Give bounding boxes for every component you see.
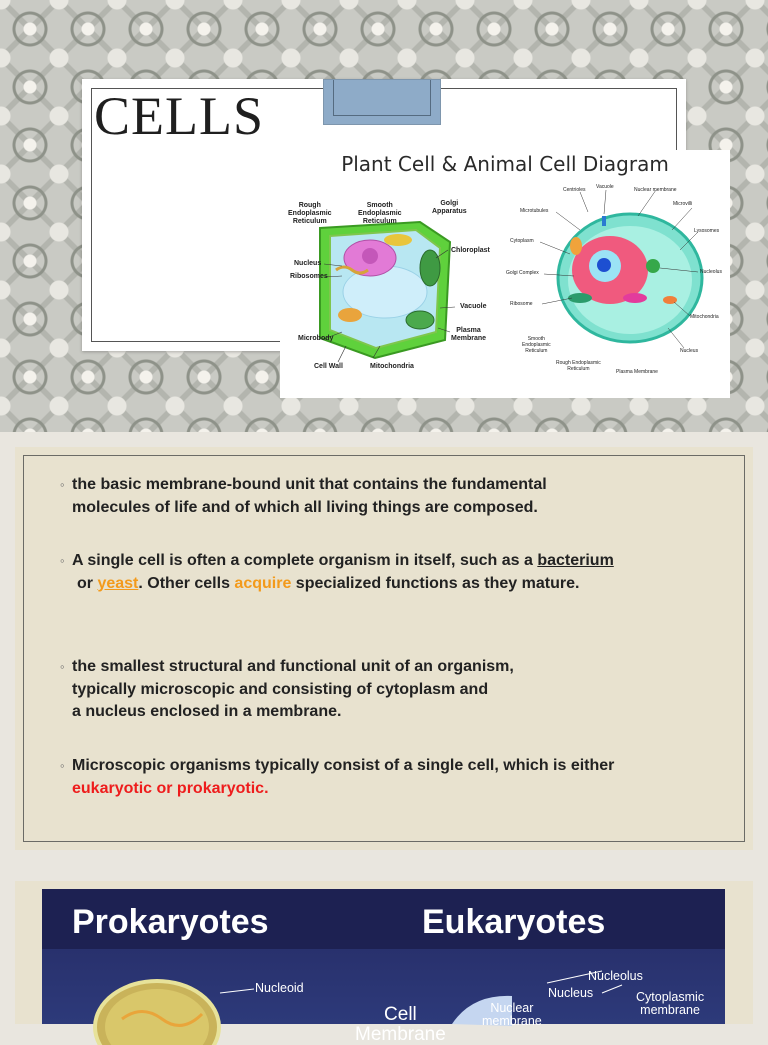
label-nucleus-animal: Nucleus	[680, 348, 699, 354]
title-slide	[0, 0, 768, 432]
decorative-tab	[323, 79, 441, 125]
label-cytoplasmic-membrane: Cytoplasmic membrane	[636, 990, 705, 1017]
label-rough-er: Rough Endoplasmic Reticulum	[288, 202, 332, 225]
slide-title: CELLS	[94, 86, 265, 146]
label-lysosomes: Lysosomes	[694, 228, 720, 234]
bacterium-link[interactable]: bacterium	[537, 552, 614, 569]
label-microvilli: Microvilli	[673, 201, 693, 207]
bullet-2-text-or: or	[77, 574, 98, 592]
label-vacuole-animal: Vacuole	[596, 184, 614, 190]
label-cytoplasm: Cytoplasm	[510, 238, 534, 244]
label-cell-wall: Cell Wall	[314, 363, 343, 370]
label-golgi-apparatus: Golgi Apparatus	[432, 200, 467, 215]
eukaryotes-heading: Eukaryotes	[422, 903, 606, 941]
cell-diagram-image	[280, 150, 730, 398]
label-ribosome: Ribosome	[510, 301, 533, 307]
bullet-3-line-1: the smallest structural and functional unit of an organism,	[72, 658, 514, 675]
label-mitochondria-plant: Mitochondria	[370, 363, 414, 370]
bullet-3-line-3: a nucleus enclosed in a membrane.	[72, 703, 342, 720]
label-nucleus: Nucleus	[548, 986, 594, 1000]
label-nucleolus: Nucleolus	[588, 969, 643, 983]
bullet-icon: ◦	[60, 553, 65, 568]
bullet-2-text-c: specialized functions as they mature.	[291, 574, 580, 592]
bullet-definition-1	[60, 474, 547, 519]
bullet-4-line-1: Microscopic organisms typically consist of a single cell, which is either	[72, 757, 615, 774]
label-smooth-er: Smooth Endoplasmic Reticulum	[358, 202, 402, 225]
prokaryotes-eukaryotes-slide	[15, 881, 753, 1045]
bullet-1-line-2: molecules of life and of which all living things are composed.	[72, 498, 538, 516]
yeast-link[interactable]: yeast	[97, 574, 139, 592]
bullet-icon: ◦	[60, 477, 65, 492]
bullet-definition-3	[60, 656, 514, 724]
comparison-image	[42, 889, 725, 1045]
label-microtubules: Microtubules	[520, 208, 549, 214]
label-nuclear-membrane: Nuclear membrane	[634, 187, 677, 193]
bullet-definition-4	[60, 755, 615, 800]
bullet-3-line-2: typically microscopic and consisting of cytoplasm and	[72, 680, 489, 698]
animal-cell-illustration	[540, 190, 702, 348]
label-nucleolus: Nucleolus	[700, 269, 722, 275]
label-vacuole-plant: Vacuole	[460, 303, 487, 310]
bullet-1-line-1: the basic membrane-bound unit that contains the fundamental	[72, 476, 547, 493]
definition-slide	[15, 447, 753, 850]
bullet-definition-2	[60, 550, 614, 595]
label-smooth-er-animal: Smooth Endoplasmic Reticulum	[522, 336, 551, 354]
bullet-icon: ◦	[60, 659, 65, 674]
bullet-icon: ◦	[60, 758, 65, 773]
bullet-4-line-2: eukaryotic or prokaryotic.	[72, 779, 269, 797]
label-chloroplast: Chloroplast	[451, 247, 490, 254]
label-microbody: Microbody	[298, 335, 334, 342]
label-nuclear-membrane: Nuclear membrane	[482, 1001, 542, 1028]
bullet-2-text-a: A single cell is often a complete organism in itself, such as a	[72, 552, 538, 569]
label-nucleus-plant: Nucleus	[294, 260, 322, 267]
acquire-link[interactable]: acquire	[234, 574, 292, 592]
label-cell-membrane: Cell Membrane	[355, 1004, 446, 1045]
label-mitochondria-animal: Mitochondria	[690, 314, 719, 320]
label-golgi-complex: Golgi Complex	[506, 270, 539, 276]
diagram-title: Plant Cell & Animal Cell Diagram	[341, 152, 669, 176]
plant-cell-illustration	[320, 222, 455, 362]
label-ribosomes: Ribosomes	[290, 273, 328, 280]
label-plasma-membrane-plant: Plasma Membrane	[451, 327, 487, 342]
label-centrioles: Centrioles	[563, 187, 586, 193]
label-nucleoid: Nucleoid	[255, 981, 304, 995]
prokaryotes-heading: Prokaryotes	[72, 903, 269, 941]
label-rough-er-animal: Rough Endoplasmic Reticulum	[556, 360, 601, 372]
label-plasma-membrane-animal: Plasma Membrane	[616, 369, 658, 375]
bullet-2-text-b: . Other cells	[138, 574, 235, 592]
